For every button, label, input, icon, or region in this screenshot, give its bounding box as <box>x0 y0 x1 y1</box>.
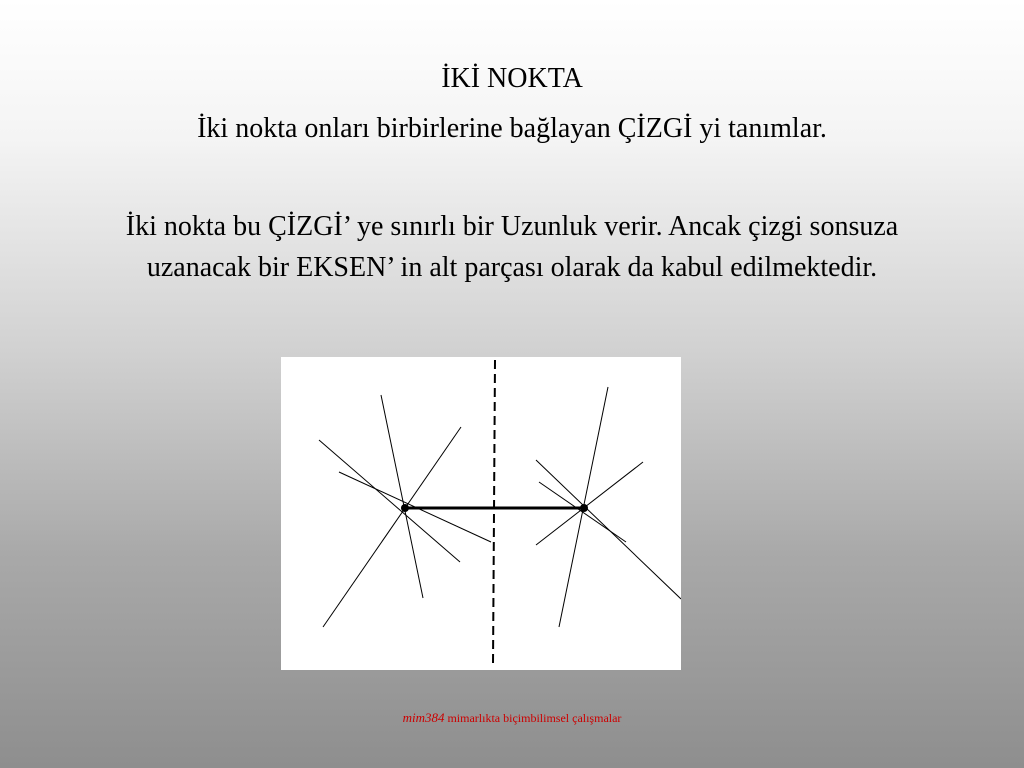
slide-body-paragraph: İki nokta bu ÇİZGİ’ ye sınırlı bir Uzunluk verir. Ancak çizgi sonsuza uzanacak bir EKSEN’ in alt parçası olarak da kabul edilmektedir. <box>125 211 899 283</box>
footer-course-title: mimarlıkta biçimbilimsel çalışmalar <box>447 711 622 725</box>
right-point-dot <box>580 504 588 512</box>
slide-title: İKİ NOKTA <box>441 63 583 94</box>
dashed-axis-line <box>493 360 495 665</box>
two-points-line-drawing <box>281 357 681 670</box>
footer-course-code: mim384 <box>402 710 445 725</box>
slide-footer <box>0 709 1024 727</box>
left-point-dot <box>401 504 409 512</box>
slide-subtitle-line: İki nokta onları birbirlerine bağlayan ÇİZGİ yi tanımlar. <box>197 113 827 144</box>
two-points-line-figure <box>281 357 681 670</box>
